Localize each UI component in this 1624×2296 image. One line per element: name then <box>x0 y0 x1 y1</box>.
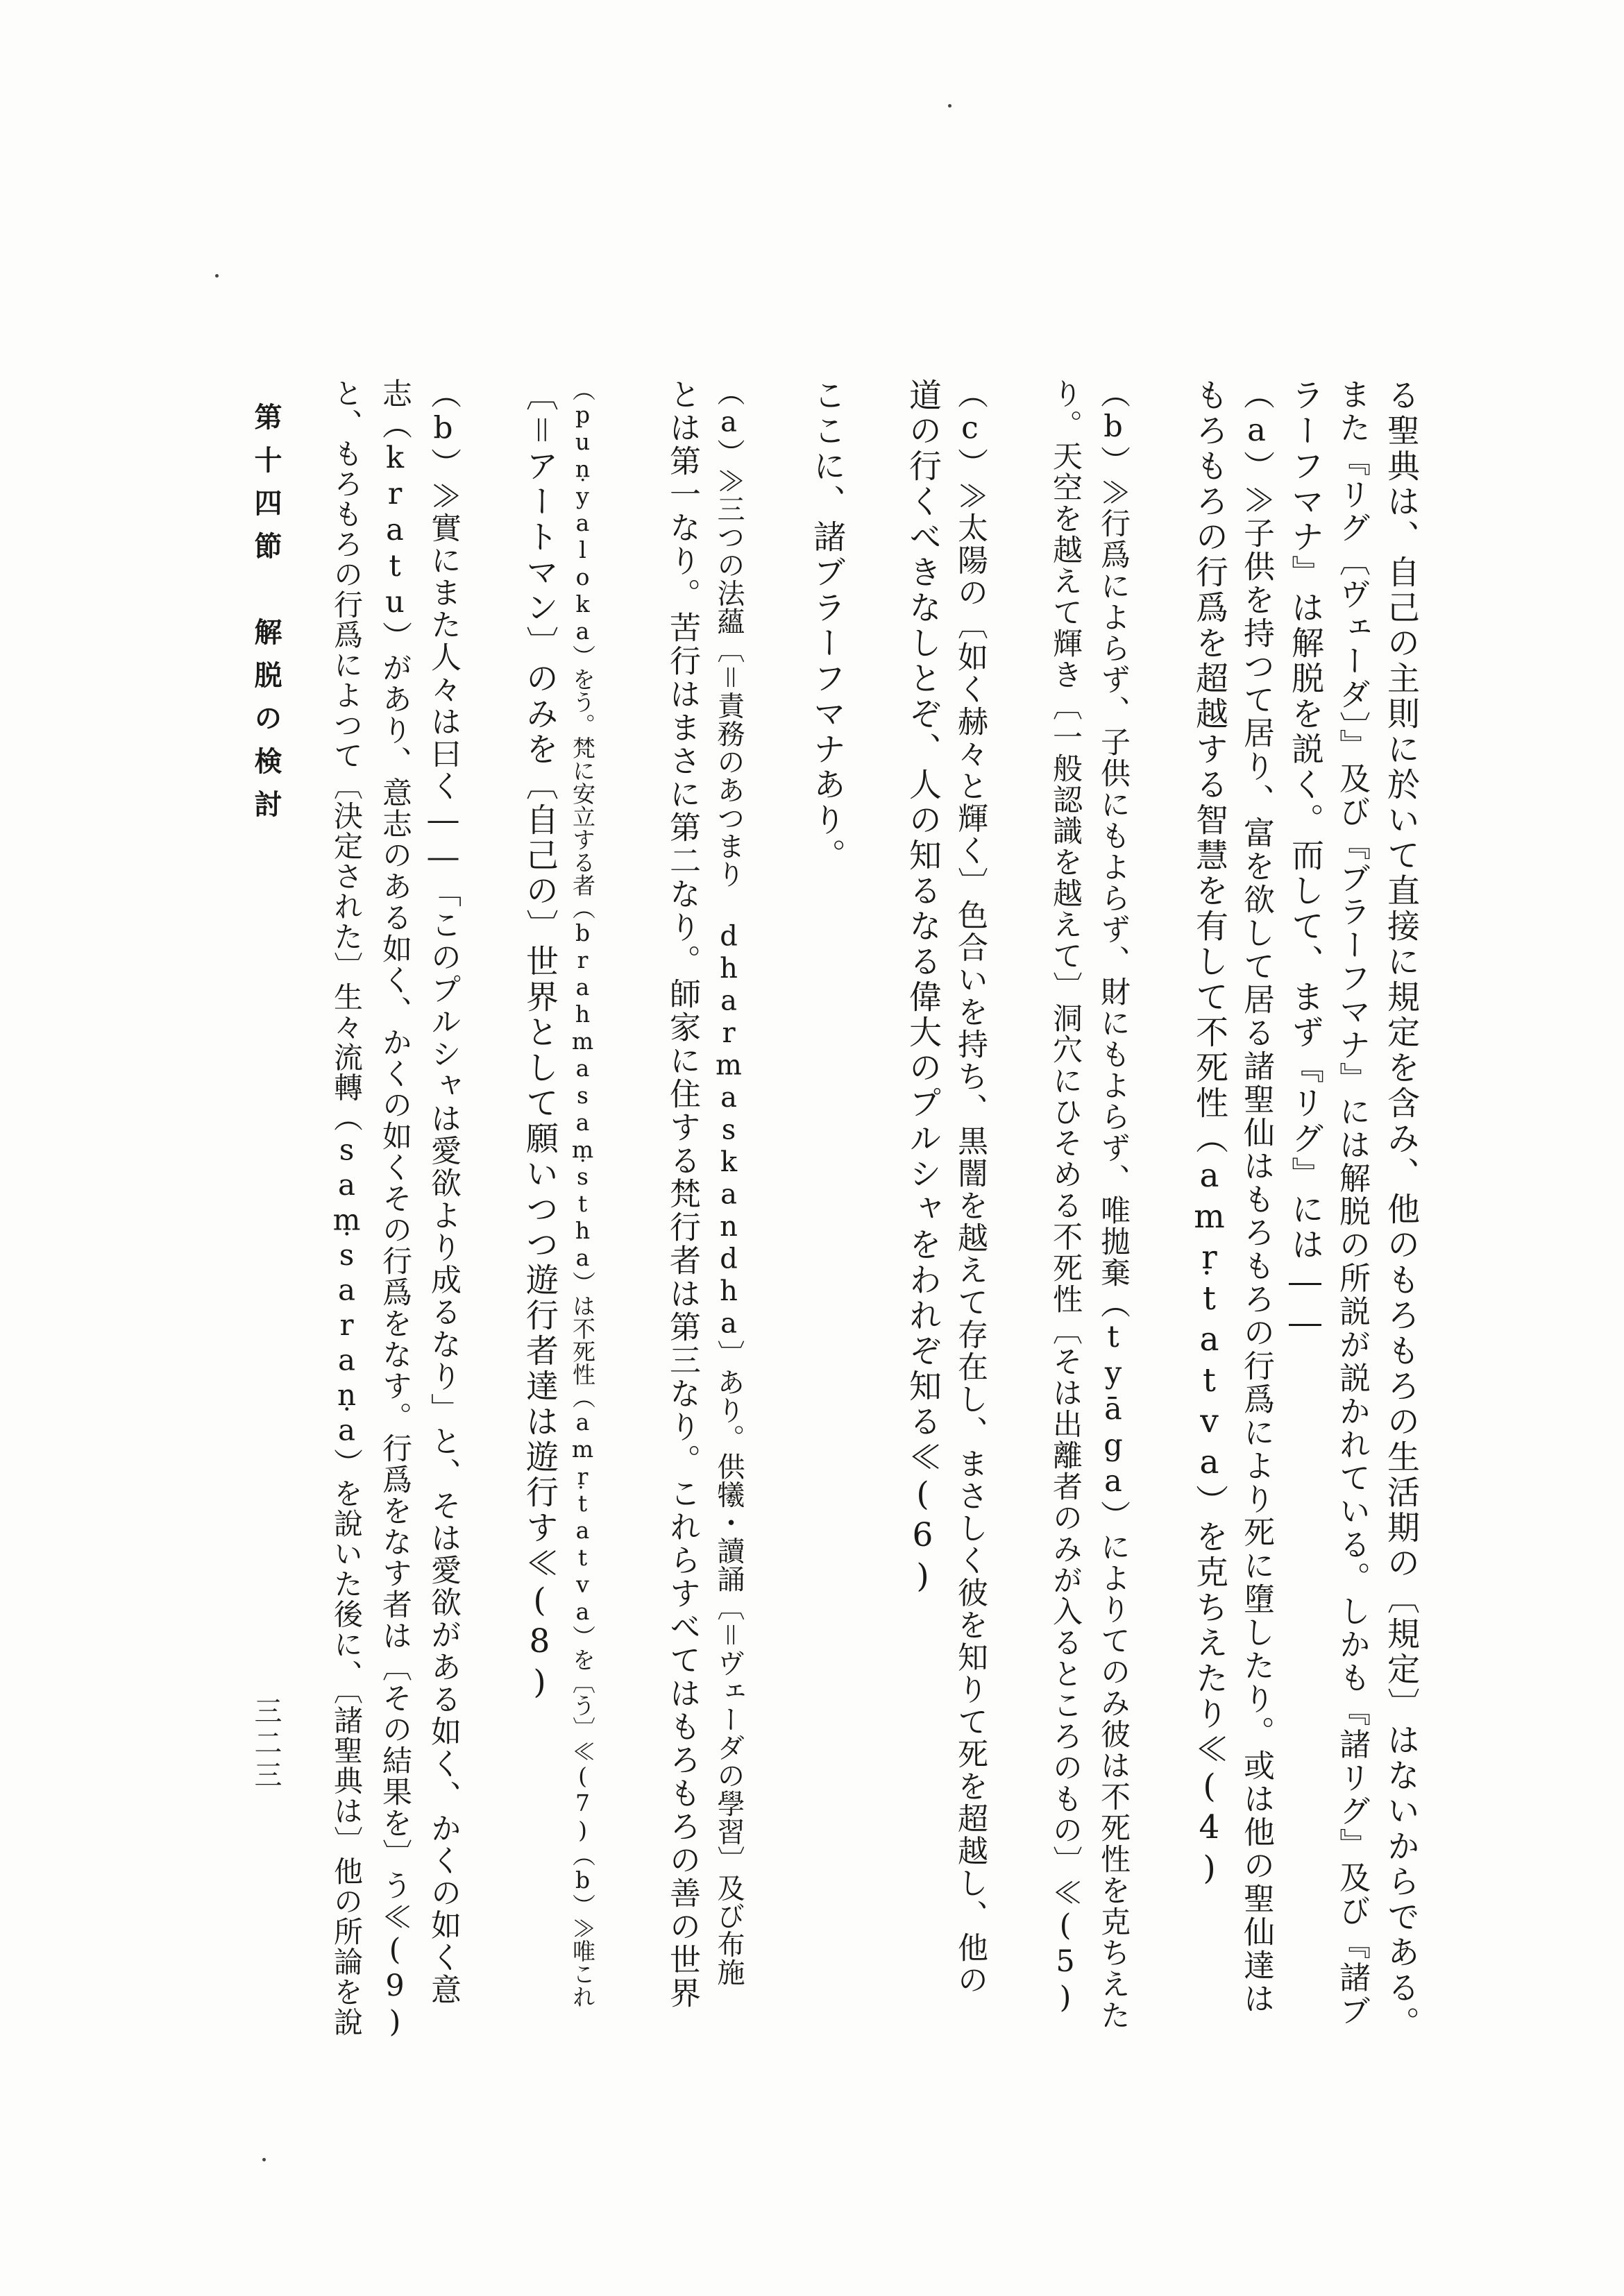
text-column-16: 志（kratu）があり、意志のある如く、かくの如くその行爲をなす。行爲をなす者は〔その結果を〕う≪(9) <box>378 378 412 2041</box>
text-column-3: ラーフマナ』は解脱を説く。而して、まず『リグ』には―― <box>1286 378 1324 1345</box>
paper-speck <box>262 2158 266 2161</box>
text-column-9: 道の行くべきなしとぞ、人の知るなる偉大のプルシャをわれぞ知る≪(6) <box>904 378 942 1598</box>
page-number: 三二三 <box>250 1697 282 1792</box>
text-column-15: （b）≫實にまた人々は曰く――「このプルシャは愛欲より成るなり」と、そは愛欲がある如く、かくの如く意 <box>425 378 461 2006</box>
paper-speck <box>215 274 219 278</box>
text-column-10: ここに、諸ブラーフマナあり。 <box>808 378 846 874</box>
text-column-14: 〔＝アートマン〕のみを〔自己の〕世界として願いつつ遊行者達は遊行す≪(8) <box>521 378 559 1704</box>
text-column-8: （c）≫太陽の〔如く赫々と輝く〕色合いを持ち、黒闇を越えて存在し、まさしく彼を知りて死を超越し、他の <box>952 378 988 1996</box>
paper-speck <box>948 104 951 108</box>
text-column-5: もろもろの行爲を超越する智慧を有して不死性（amṛtatva）を克ちえたり≪(4) <box>1190 378 1228 1890</box>
text-column-7: り。天空を越えて輝き〔一般認識を越えて〕洞穴にひそめる不死性〔そは出離者のみが入るところのもの〕≪(5) <box>1048 378 1083 2016</box>
text-column-1: る聖典は、自己の主則に於いて直接に規定を含み、他のもろもろの生活期の〔規定〕はないからである。 <box>1382 378 1420 2041</box>
text-column-11: （a）≫三つの法蘊〔＝責務のあつまり dharmaskandha〕あり。供犧・讀誦〔＝ヴェーダの學習〕及び布施 <box>713 378 745 1987</box>
text-column-13: （puṇyaloka）をう。梵に安立する者（brahmasaṃstha）は不死性（amṛtatva）を〔う〕≪(7)（b）≫唯これ <box>569 378 596 2008</box>
running-header: 第十四節 解脱の検討 <box>250 402 282 833</box>
text-column-12: とは第一なり。苦行はまさに第二なり。師家に住する梵行者は第三なり。これらすべてはもろもろの善の世界 <box>664 378 701 2010</box>
text-column-2: また『リグ〔ヴェーダ〕』及び『ブラーフマナ』には解脱の所説が説かれている。しかも『諸リグ』及び『諸ブ <box>1334 378 1371 2028</box>
text-column-4: （a）≫子供を持つて居り、富を欲して居る諸聖仙はもろもろの行爲により死に墮したり。或は他の聖仙達は <box>1238 378 1275 2016</box>
text-column-6: （b）≫行爲によらず、子供にもよらず、財にもよらず、唯拋棄（tyāga）によりてのみ彼は不死性を克ちえた <box>1096 378 1131 2031</box>
text-column-17: と、もろもろの行爲によつて〔決定された〕生々流轉（saṃsaraṇa）を說いた後に、〔諸聖典は〕他の所論を說 <box>330 378 364 2037</box>
